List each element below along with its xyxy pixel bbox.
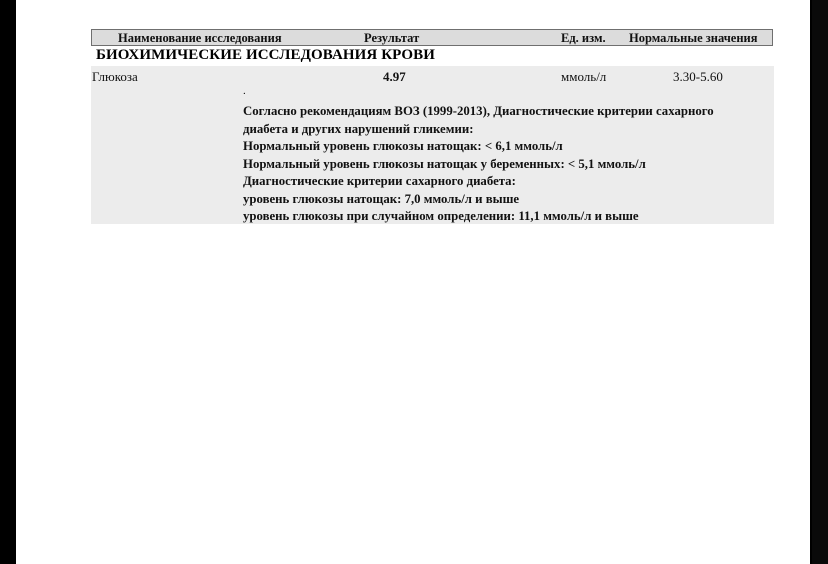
scrollbar-track[interactable]	[812, 0, 828, 564]
comment-line: диабета и других нарушений гликемии:	[243, 121, 474, 136]
test-value: 4.97	[383, 69, 406, 84]
comment-line: Согласно рекомендациям ВОЗ (1999-2013), Диагностические критерии сахарного	[243, 104, 714, 118]
table-header	[91, 29, 773, 46]
comment-line: Нормальный уровень глюкозы натощак у беременных: < 5,1 ммоль/л	[243, 156, 646, 171]
comment-line: уровень глюкозы натощак: 7,0 ммоль/л и выше	[243, 191, 520, 206]
test-unit: ммоль/л	[561, 69, 607, 84]
header-result: Результат	[364, 31, 420, 45]
header-name: Наименование исследования	[118, 31, 282, 45]
comment-line: уровень глюкозы при случайном определении: 11,1 ммоль/л и выше	[243, 209, 639, 223]
table-row	[91, 66, 774, 224]
section-title: БИОХИМИЧЕСКИЕ ИССЛЕДОВАНИЯ КРОВИ	[96, 47, 435, 63]
comment-line: Диагностические критерии сахарного диабета:	[243, 174, 516, 188]
test-name: Глюкоза	[92, 69, 138, 84]
test-norm: 3.30-5.60	[673, 69, 723, 84]
comment-line: Нормальный уровень глюкозы натощак: < 6,1 ммоль/л	[243, 139, 563, 153]
document-page	[16, 0, 810, 564]
reference-comment	[243, 103, 714, 226]
header-norm: Нормальные значения	[629, 31, 758, 45]
header-unit: Ед. изм.	[561, 31, 606, 45]
comment-marker: .	[243, 85, 246, 97]
